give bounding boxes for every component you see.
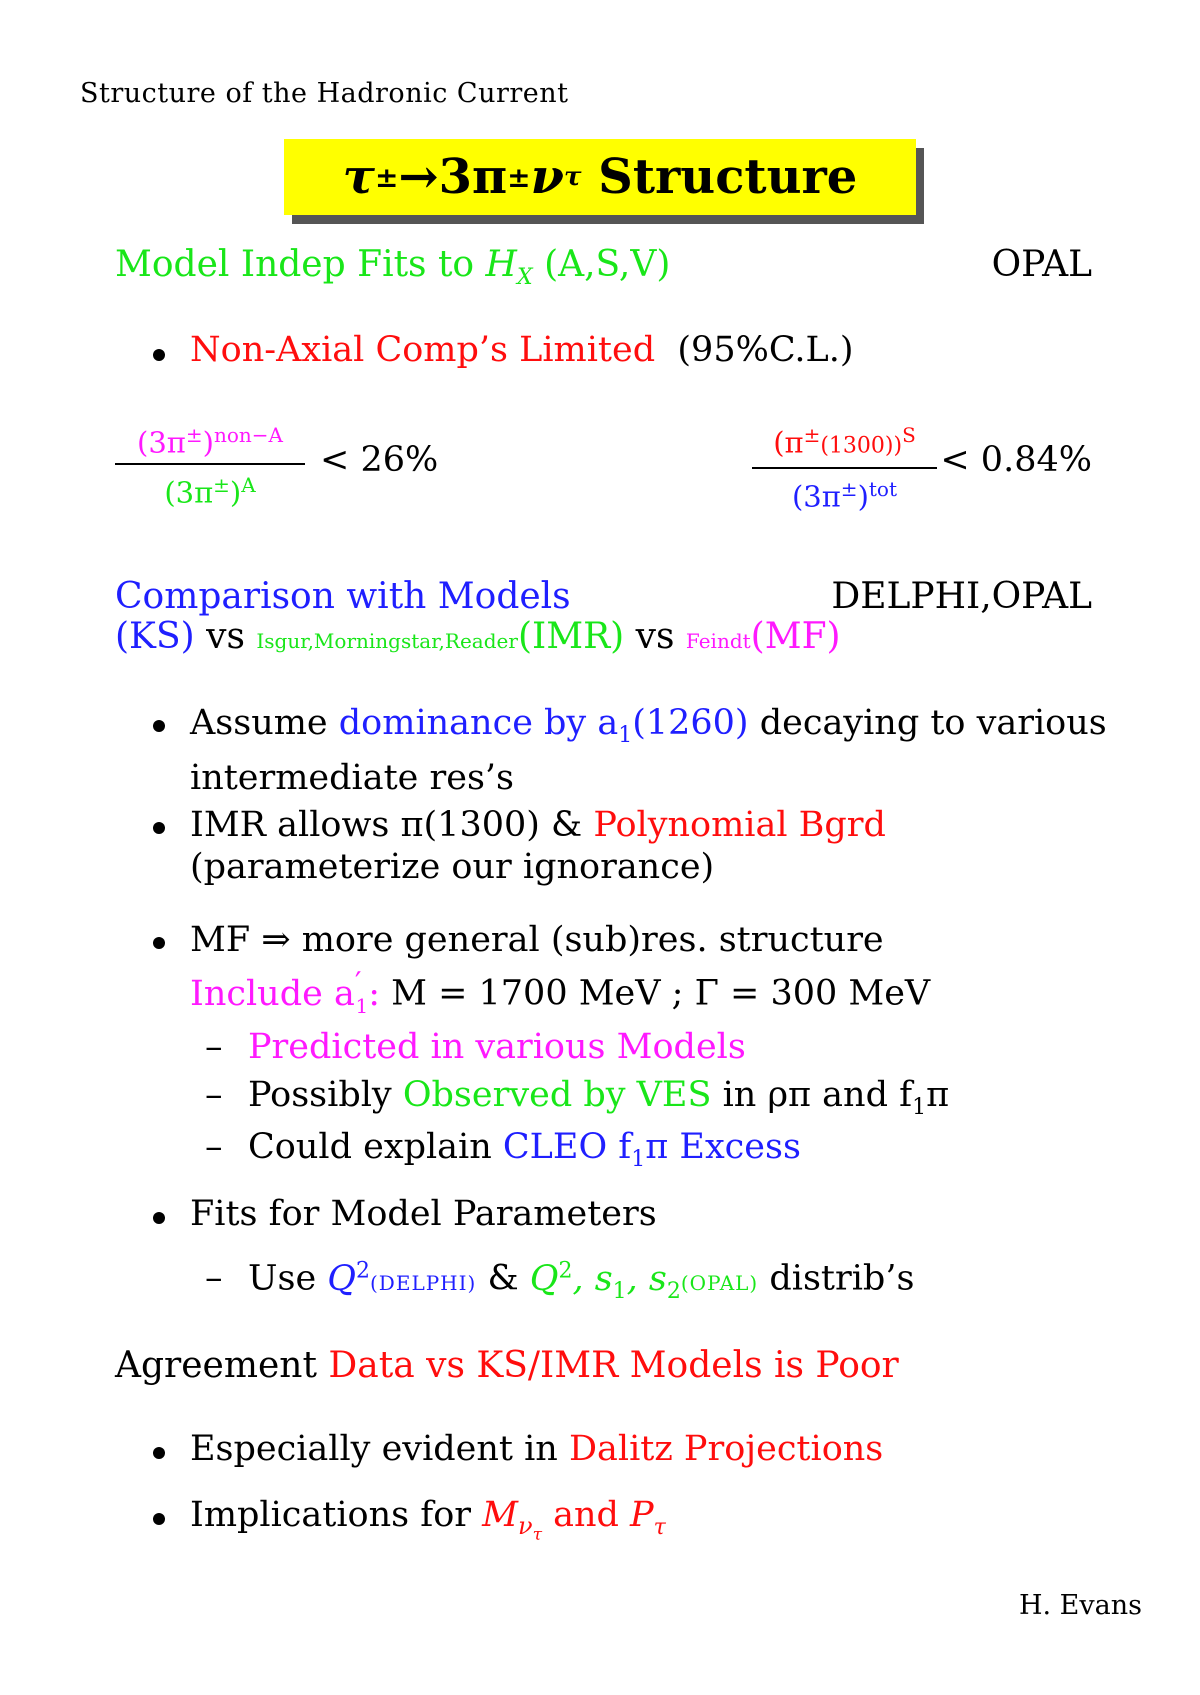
sub2-a: Possibly	[248, 1075, 403, 1115]
bullet-dominance	[190, 702, 1107, 799]
bullet-fits: Fits for Model Parameters	[190, 1194, 657, 1234]
bullet-nonaxial	[190, 330, 854, 370]
frac1-den: (3π	[164, 475, 214, 510]
b6-red	[482, 1495, 666, 1545]
sub4-opal	[529, 1258, 759, 1304]
models-mf: (MF)	[750, 616, 841, 657]
b2-a: IMR allows π(1300) &	[190, 805, 594, 845]
b1-blue	[338, 703, 749, 748]
dash-marker: –	[205, 1075, 223, 1115]
section1-tail: (A,S,V)	[532, 244, 671, 285]
bullet-dot	[153, 720, 165, 732]
slide-footer-author: H. Evans	[1018, 1590, 1142, 1621]
b3-line1: MF ⇒ more general (sub)res. structure	[190, 920, 884, 960]
frac2-num-mid: (1300))	[820, 433, 903, 459]
sub2-b-sub: 1	[912, 1095, 927, 1120]
frac2-relation: < 0.84%	[940, 440, 1092, 480]
b3-mag-sub: 1	[355, 993, 369, 1018]
b3-mag: Include a	[190, 973, 355, 1014]
bullet-dot	[153, 937, 165, 949]
bullet-dot	[153, 1513, 165, 1525]
sub3-blue	[502, 1127, 801, 1172]
frac2-numerator	[752, 418, 937, 464]
models-vs2: vs	[624, 616, 686, 657]
section1-text: Model Indep Fits to	[115, 244, 486, 285]
frac2-den: (3π	[791, 479, 841, 514]
models-imr: (IMR)	[517, 616, 625, 657]
b3-mag-sup: ′	[354, 965, 362, 999]
b1-line2: intermediate res’s	[190, 758, 515, 798]
sub4-q2-note: (OPAL)	[680, 1270, 759, 1295]
b6-a: Implications for	[190, 1495, 483, 1535]
sub3-blue-sub: 1	[631, 1147, 646, 1172]
sub3-blue2: π Excess	[645, 1127, 801, 1167]
b3-mag-colon: :	[368, 973, 380, 1014]
frac1-num-close: )	[202, 425, 214, 460]
bullet-dot	[153, 349, 165, 361]
title-word: Structure	[598, 149, 858, 205]
sub-predicted: Predicted in various Models	[248, 1027, 746, 1067]
section3-a: Agreement	[115, 1345, 329, 1386]
frac1-relation: < 26%	[320, 440, 439, 480]
sub4-q2-sup: 2	[558, 1258, 573, 1283]
bullet-mf	[190, 919, 930, 1027]
frac1-num-sup1: ±	[185, 423, 203, 447]
sub3-a: Could explain	[248, 1127, 503, 1167]
models-ks: (KS)	[115, 616, 195, 657]
frac1-denominator	[115, 468, 305, 510]
section1-h: H	[485, 244, 517, 285]
section3-red: Data vs KS/IMR Models is Poor	[328, 1345, 899, 1386]
sub4-amp: &	[476, 1258, 530, 1299]
b1-blue-text: dominance by a	[338, 703, 619, 743]
sub2-green: Observed by VES	[402, 1075, 712, 1115]
title-pm2: ±	[507, 160, 531, 194]
sub2-b2: π	[926, 1075, 950, 1115]
fraction-pi1300	[752, 418, 937, 513]
b3-include	[190, 965, 380, 1018]
fraction-nonaxial	[115, 418, 305, 509]
sub-distributions	[248, 1258, 914, 1304]
section-comparison: Comparison with Models	[115, 576, 571, 617]
b3-rest: M = 1700 MeV ; Γ = 300 MeV	[379, 973, 931, 1014]
sub-cleo	[248, 1127, 801, 1172]
models-line	[115, 616, 841, 657]
frac1-numerator	[115, 418, 305, 460]
frac1-num-sup2: non−A	[213, 423, 283, 447]
b6-nu: ν	[517, 1512, 533, 1540]
frac2-num-sup1: ±	[803, 423, 821, 447]
section1-h-sub: X	[516, 265, 533, 291]
b6-and: and	[541, 1495, 631, 1535]
slide-title	[284, 139, 916, 215]
bullet-dalitz	[190, 1429, 883, 1469]
dash-marker: –	[205, 1027, 223, 1067]
title-3pi: 3π	[438, 149, 508, 205]
frac2-num-sup2: S	[902, 423, 916, 447]
sub4-q1: Q	[327, 1258, 356, 1299]
section-model-indep	[115, 244, 670, 290]
b1-b: decaying to various	[748, 703, 1107, 743]
sub4-tail: distrib’s	[758, 1258, 915, 1299]
b1-blue-sub: 1	[618, 723, 633, 748]
frac2-den-sup1: ±	[840, 476, 858, 501]
sub4-q1-note: (DELPHI)	[370, 1270, 477, 1295]
b6-tau: τ	[532, 1524, 542, 1545]
sub3-blue-text: CLEO f	[502, 1127, 632, 1167]
bullet-implications	[190, 1495, 666, 1545]
frac2-den-sup2: tot	[868, 476, 898, 501]
bullet-dot	[153, 1447, 165, 1459]
slide-header: Structure of the Hadronic Current	[80, 78, 569, 109]
sub2-b: in ρπ and f	[711, 1075, 913, 1115]
frac1-den-sup1: ±	[213, 472, 230, 497]
bullet-dot	[153, 1212, 165, 1224]
b5-red: Dalitz Projections	[568, 1429, 884, 1469]
b6-m: M	[482, 1495, 518, 1535]
b5-a: Especially evident in	[190, 1429, 569, 1469]
sub4-q2: Q	[529, 1258, 559, 1299]
dash-marker: –	[205, 1258, 223, 1298]
frac2-denominator	[752, 472, 937, 514]
b2-red: Polynomial Bgrd	[593, 805, 886, 845]
nonaxial-red: Non-Axial Comp’s Limited	[190, 330, 656, 370]
title-nu: ν	[530, 149, 564, 205]
sub4-s1-sub: 1	[612, 1278, 627, 1304]
sub4-s2-sub: 2	[666, 1278, 681, 1304]
sub-observed	[248, 1075, 949, 1120]
sub4-q2-rest: , s	[572, 1258, 613, 1299]
b2-line2: (parameterize our ignorance)	[190, 847, 715, 887]
section2-experiments: DELPHI,OPAL	[831, 576, 1092, 617]
fraction-bar	[115, 463, 305, 465]
fraction-bar	[752, 467, 937, 469]
title-nu-sub: τ	[563, 162, 582, 192]
section-agreement	[115, 1345, 899, 1386]
dash-marker: –	[205, 1127, 223, 1167]
models-vs1: vs	[194, 616, 257, 657]
models-mf-author: Feindt	[685, 629, 751, 653]
bullet-imr	[190, 804, 886, 888]
b6-p-sub: τ	[653, 1515, 666, 1540]
b6-p: P	[630, 1495, 654, 1535]
frac1-num: (3π	[137, 425, 186, 460]
title-pm: ±	[374, 160, 399, 194]
b1-blue2: (1260)	[632, 703, 749, 743]
frac1-den-sup2: A	[241, 472, 256, 497]
sub4-q1-sup: 2	[356, 1258, 370, 1283]
title-tau: τ	[342, 149, 375, 205]
frac2-num: (π	[773, 425, 804, 460]
frac2-den-close: )	[857, 479, 869, 514]
title-arrow: →	[398, 149, 439, 205]
sub4-a: Use	[248, 1258, 328, 1299]
models-imr-authors: Isgur,Morningstar,Reader	[256, 629, 518, 653]
frac1-den-close: )	[229, 475, 242, 510]
sub4-delphi	[327, 1259, 476, 1299]
b1-a: Assume	[190, 703, 339, 743]
nonaxial-cl: (95%C.L.)	[677, 330, 854, 370]
section1-experiment: OPAL	[991, 244, 1092, 285]
sub4-comma: , s	[626, 1258, 667, 1299]
bullet-dot	[153, 822, 165, 834]
